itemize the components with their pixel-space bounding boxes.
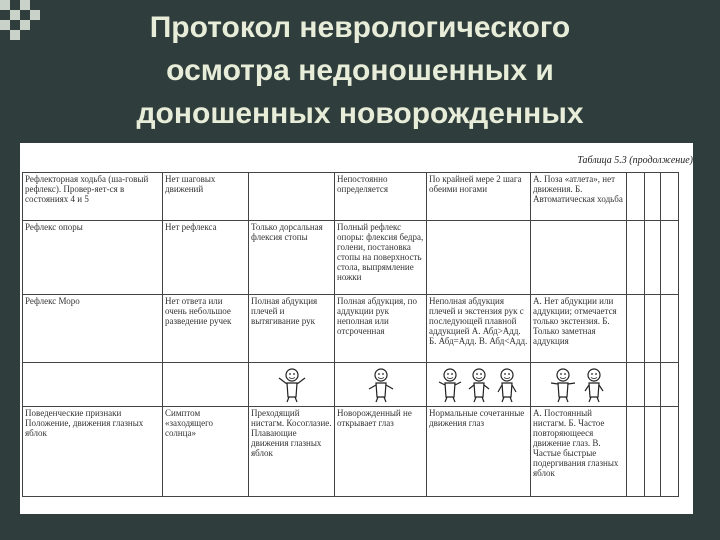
empty-cell [661,295,679,363]
row-label: Поведенческие признаки Положение, движения глазных яблок [23,407,163,497]
table-cell: Нет шаговых движений [163,173,249,221]
empty-cell [645,295,661,363]
empty-cell [645,363,661,407]
table-cell: А. Постоянный нистагм. Б. Частое повторяющееся движение глаз. В. Частые быстрые подергивания глазных яблок [531,407,627,497]
table-cell [249,173,335,221]
table-cell: Преходящий нистагм. Косоглазие. Плавающие движения глазных яблок [249,407,335,497]
table-cell [427,221,531,295]
infant-figure-icon [466,367,492,403]
moro-figure-cell [249,363,335,407]
row-label: Рефлекторная ходьба (ша-говый рефлекс). Провер-яет-ся в состояниях 4 и 5 [23,173,163,221]
table-cell: Полный рефлекс опоры: флексия бедра, голени, постановка стопы на поверхность стола, выпрямление ножки [335,221,427,295]
row-label: Рефлекс опоры [23,221,163,295]
infant-figure-icon [580,367,608,403]
infant-figure-icon [549,367,577,403]
table-row [23,295,679,363]
table-cell: А. Поза «атлета», нет движения. Б. Автоматическая ходьба [531,173,627,221]
empty-cell [627,295,645,363]
table-caption: Таблица 5.3 (продолжение) [577,155,693,166]
infant-figure-icon [366,367,396,403]
table-cell: Новорожденный не открывает глаз [335,407,427,497]
title-line-1: Протокол неврологического [149,11,571,44]
row-label: Рефлекс Моро [23,295,163,363]
figure-row [23,363,679,407]
empty-cell [23,363,163,407]
table-cell: Полная абдукция плечей и вытягивание рук [249,295,335,363]
table-cell: Нет рефлекса [163,221,249,295]
table-row [23,221,679,295]
moro-figure-cell [335,363,427,407]
empty-cell [645,173,661,221]
empty-cell [661,221,679,295]
empty-cell [627,221,645,295]
empty-cell [661,407,679,497]
table-cell: По крайней мере 2 шага обеими ногами [427,173,531,221]
title-line-3: доношенных новорожденных [136,97,584,130]
infant-figure-icon [277,367,307,403]
empty-cell [645,221,661,295]
empty-cell [627,173,645,221]
table-cell: Нормальные сочетанные движения глаз [427,407,531,497]
title-line-2: осмотра недоношенных и [166,54,554,87]
empty-cell [627,363,645,407]
empty-cell [163,363,249,407]
table-cell: Нет ответа или очень небольшое разведение ручек [163,295,249,363]
table-cell: Непостоянно определяется [335,173,427,221]
empty-cell [627,407,645,497]
table-row [23,173,679,221]
moro-figure-cell [427,363,531,407]
protocol-table [22,172,679,497]
empty-cell [661,363,679,407]
infant-figure-icon [494,367,520,403]
moro-figure-cell [531,363,627,407]
table-cell: Только дорсальная флексия стопы [249,221,335,295]
table-cell: Симптом «заходящего солнца» [163,407,249,497]
table-cell: Полная абдукция, по аддукции рук неполная или отсроченная [335,295,427,363]
empty-cell [661,173,679,221]
table-row [23,407,679,497]
table-cell: А. Нет абдукции или аддукции; отмечается только экстензия. Б. Только заметная аддукция [531,295,627,363]
table-cell [531,221,627,295]
empty-cell [645,407,661,497]
infant-figure-icon [437,367,463,403]
scanned-table-image [20,143,693,514]
table-cell: Неполная абдукция плечей и экстензия рук с последующей плавной аддукцией А. Абд>Адд. Б. Абд=Адд. В. Абд<Адд. [427,295,531,363]
slide-title [40,6,680,135]
